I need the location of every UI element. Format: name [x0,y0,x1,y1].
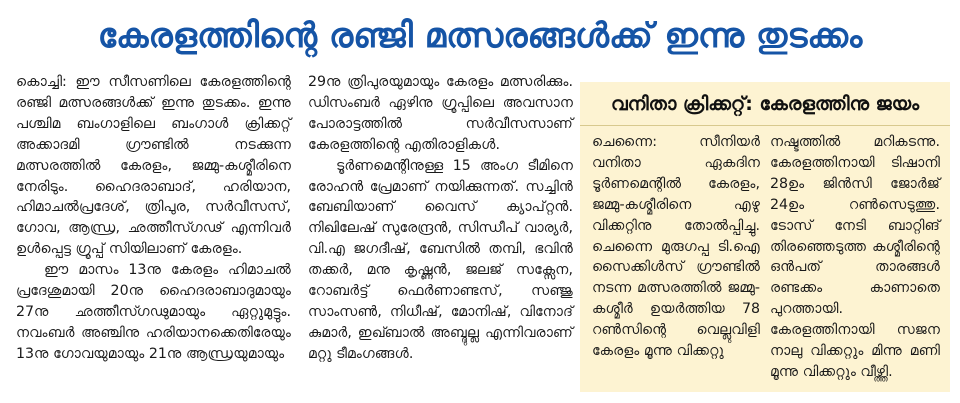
sidebar-column-1: ചെന്നൈ: സീനിയർ വനിതാ ഏകദിന ടൂർണമെന്റിൽ കേരളം, ജമ്മു-കശ്മീരിനെ എഴു വിക്കറ്റിനു തോൽപ്പിച്ചു. ചെന്നൈ മുരുഗപ്പ ടി.ഐ സൈക്കിൾസ് ഗ്രൗണ്ടിൽ നടന്ന മത്സരത്തിൽ ജമ്മു-കശ്മീർ ഉയർത്തിയ 78 റൺസിന്റെ വെല്ലുവിളി കേരളം മൂന്നു വിക്കറ്റു [592,134,760,360]
sidebar-title: വനിതാ ക്രിക്കറ്റ്: കേരളത്തിനു ജയം [580,82,950,126]
headline: കേരളത്തിന്റെ രഞ്ജി മത്സരങ്ങൾക്ക് ഇന്നു തുടക്കം [97,16,863,56]
article-paragraph: ഈ മാസം 13നു കേരളം ഹിമാചൽ പ്രദേശുമായി 20നു ഹൈദരാബാദുമായും 27നു ഛത്തീസ്ഗഢുമായും ഏറ്റുമുട്ടും. നവംബർ അഞ്ചിനു ഹരിയാനക്കെതിരേയും 13നു ഗോവയുമായും 21നു ആന്ധ്രയുമായും [16,262,291,362]
article-paragraph: ടൂർണമെന്റിനുള്ള 15 അംഗ ടീമിനെ രോഹൻ പ്രേമാണ് നയിക്കുന്നത്. സച്ചിൻ ബേബിയാണ് വൈസ് ക്യാപ്റ്റൻ. നിഖിലേഷ് സുരേന്ദ്രൻ, സിന്ധീപ് വാര്യർ, വി.എ ജഗദീഷ്, ബേസിൽ തമ്പി, ഭവിൻ തക്കർ, മനു കൃഷ്ണൻ, ജലജ് സക്സേന, റോബർട്ട് ഫെർണാണ്ടസ്, സഞ്ജു സാംസൺ, നിധീഷ്, മോനിഷ്, വിനോദ് കുമാർ, ഇഖ്ബാൽ അബ്ദുല്ല എന്നിവരാണ് മറ്റു ടീമംഗങ്ങൾ. [308,157,573,362]
article-paragraph: 29നു ത്രിപുരയുമായും കേരളം മത്സരിക്കും. ഡിസംബർ ഏഴിനു ഗ്രൂപ്പിലെ അവസാന പോരാട്ടത്തിൽ സർവീസസാണ് കേരളത്തിന്റെ എതിരാളികൾ. [308,74,573,153]
article-paragraph: കൊച്ചി: ഈ സീസണിലെ കേരളത്തിന്റെ രഞ്ജി മത്സരങ്ങൾക്ക് ഇന്നു തുടക്കം. ഇന്നു പശ്ചിമ ബംഗാളിലെ ബംഗാൾ ക്രിക്കറ്റ് അക്കാദമി ഗ്രൗണ്ടിൽ നടക്കുന്ന മത്സരത്തിൽ കേരളം, ജമ്മു-കശ്മീരിനെ നേരിടും. ഹൈദരാബാദ്, ഹരിയാന, ഹിമാചൽപ്രദേശ്, ത്രിപുര, സർവീസസ്, ഗോവ, ആന്ധ്ര, ഛത്തീസ്ഗഢ് എന്നിവർ ഉൾപ്പെട്ട ഗ്രൂപ്പ് സിയിലാണ് കേരളം. [16,74,291,258]
sidebar-column-2: നഷ്ടത്തിൽ മറികടന്നു. കേരളത്തിനായി ടിഷാനി 28ഉം ജിൻസി ജോർജ് 24ഉം റൺസെടുത്തു. ടോസ് നേടി ബാറ്റിങ് തിരഞ്ഞെടുത്ത കശ്മീരിന്റെ ഒൻപത് താരങ്ങൾ രണ്ടക്കം കാണാതെ പുറത്തായി. കേരളത്തിനായി സജന നാലു വിക്കറ്റും മിന്നു മണി മൂന്നു വിക്കറ്റും വീഴ്ത്തി. [770,134,940,380]
article-column-2 [308,72,573,365]
article-column-1 [16,72,291,365]
sidebar-box [580,82,950,392]
